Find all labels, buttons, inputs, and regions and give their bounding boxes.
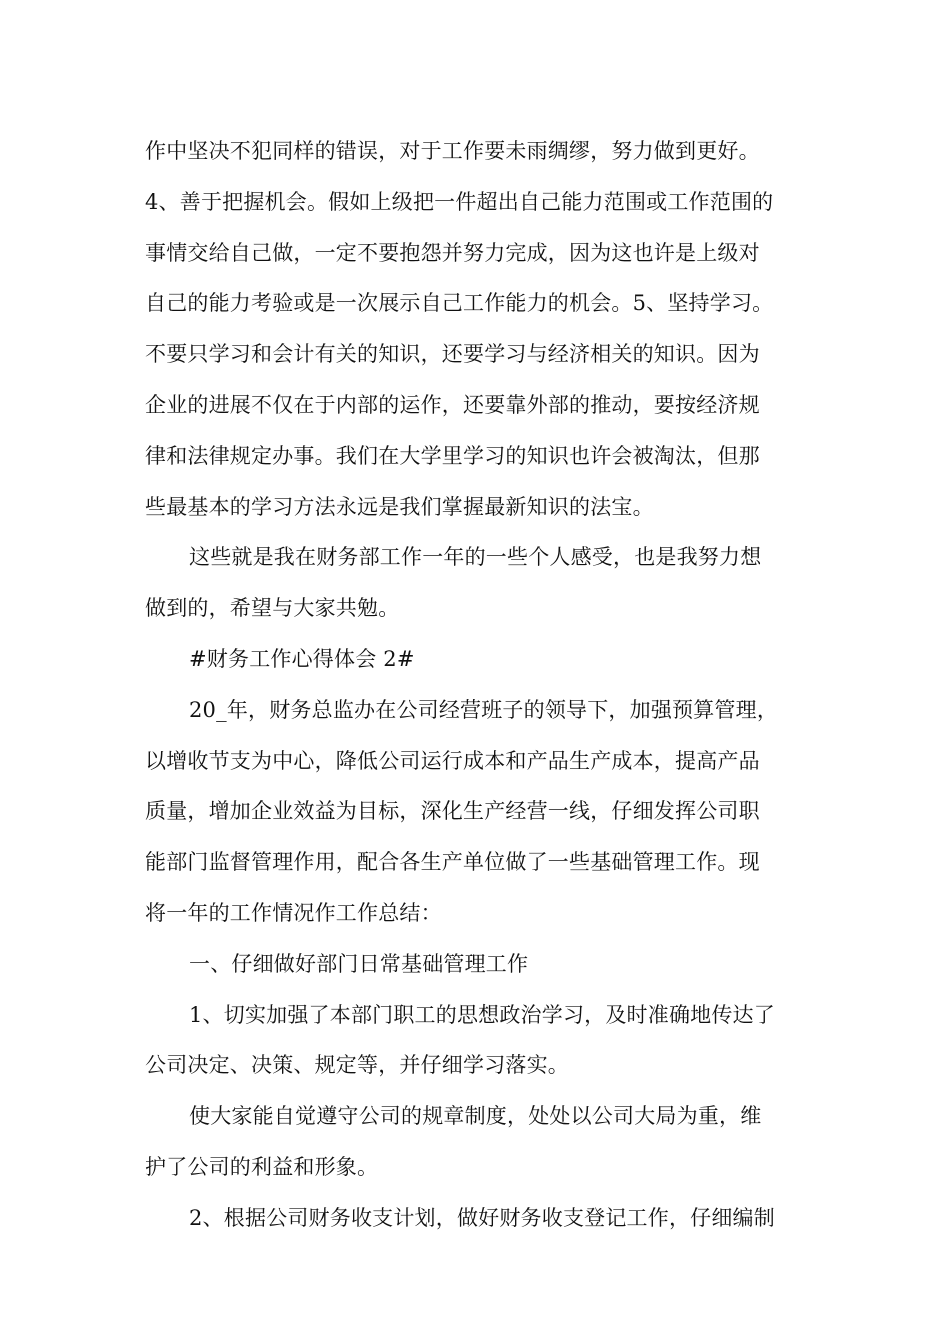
paragraph-start-line: 这些就是我在财务部工作一年的一些个人感受，也是我努力想 — [189, 545, 762, 570]
text-line: 质量，增加企业效益为目标，深化生产经营一线，仔细发挥公司职 — [145, 799, 760, 824]
subsection-heading: 一、仔细做好部门日常基础管理工作 — [189, 951, 529, 976]
paragraph-start-line: 使大家能自觉遵守公司的规章制度，处处以公司大局为重，维 — [189, 1104, 762, 1129]
document-body — [145, 126, 810, 1244]
text-line: 以增收节支为中心，降低公司运行成本和产品生产成本，提高产品 — [145, 748, 760, 773]
text-line: 企业的进展不仅在于内部的运作，还要靠外部的推动，要按经济规 — [145, 392, 760, 417]
text-line: 自己的能力考验或是一次展示自己工作能力的机会。5、坚持学习。 — [145, 291, 774, 316]
text-line: 律和法律规定办事。我们在大学里学习的知识也许会被淘汰，但那 — [145, 443, 760, 468]
text-line: 作中坚决不犯同样的错误，对于工作要未雨绸缪，努力做到更好。 — [145, 139, 760, 163]
paragraph-start-line: 20_年，财务总监办在公司经营班子的领导下，加强预算管理， — [189, 697, 779, 722]
section-heading: #财务工作心得体会 2# — [189, 646, 415, 671]
paragraph-start-line: 1、切实加强了本部门职工的思想政治学习，及时准确地传达了 — [189, 1002, 775, 1027]
text-line: 做到的，希望与大家共勉。 — [145, 596, 400, 621]
text-line: 将一年的工作情况作工作总结： — [145, 900, 442, 925]
text-line: 些最基本的学习方法永远是我们掌握最新知识的法宝。 — [145, 494, 654, 519]
text-line: 事情交给自己做，一定不要抱怨并努力完成，因为这也许是上级对 — [145, 240, 760, 265]
text-line: 公司决定、决策、规定等，并仔细学习落实。 — [145, 1053, 569, 1078]
text-line: 不要只学习和会计有关的知识，还要学习与经济相关的知识。因为 — [145, 342, 760, 367]
text-line: 护了公司的利益和形象。 — [145, 1154, 379, 1179]
text-line: 4、善于把握机会。假如上级把一件超出自己能力范围或工作范围的 — [145, 189, 774, 214]
text-line: 能部门监督管理作用，配合各生产单位做了一些基础管理工作。现 — [145, 850, 760, 875]
paragraph-start-line: 2、根据公司财务收支计划，做好财务收支登记工作，仔细编制 — [189, 1205, 775, 1230]
